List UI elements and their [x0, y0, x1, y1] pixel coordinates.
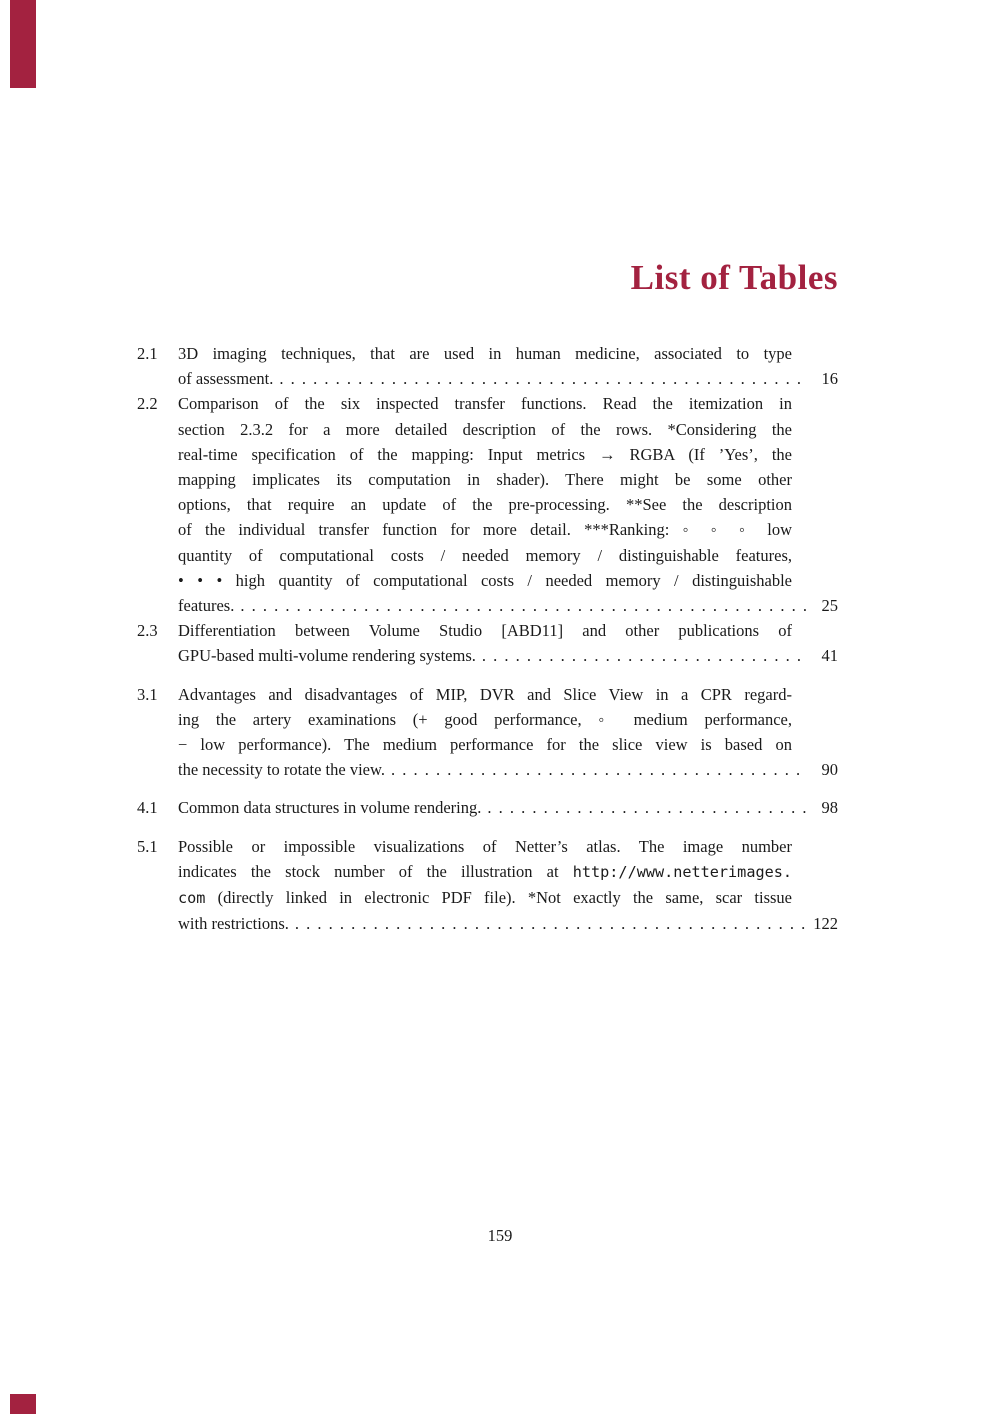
dot-leader: [487, 795, 808, 820]
entry-text-line[interactable]: Comparison of the six inspected transfer functions. Read the itemization in: [178, 394, 792, 414]
entry-text-line[interactable]: Common data structures in volume rendering.: [178, 798, 482, 818]
entry-text-line[interactable]: [178, 885, 792, 911]
entry-text-line[interactable]: of assessment.: [178, 369, 274, 389]
entry-body: [178, 618, 838, 668]
entry-text-line[interactable]: − low performance). The medium performance for the slice view is based on: [178, 735, 792, 755]
entry-text-line[interactable]: options, that require an update of the pre-processing. **See the description: [178, 495, 792, 515]
entry-last-line: [178, 911, 838, 936]
entry-page-number[interactable]: 25: [821, 596, 838, 616]
toc-entry: [137, 834, 838, 937]
list-of-tables: [137, 341, 838, 936]
entry-text-line[interactable]: with restrictions.: [178, 914, 289, 934]
entry-text-segment: indicates the stock number of the illustration at: [178, 861, 573, 881]
entry-number[interactable]: 4.1: [137, 798, 158, 818]
dot-leader: [391, 757, 808, 782]
entry-text-line[interactable]: Differentiation between Volume Studio [ABD11] and other publications of: [178, 621, 792, 641]
toc-entry: [137, 341, 838, 391]
entry-text-line[interactable]: ing the artery examinations (+ good performance, ◦ medium performance,: [178, 709, 792, 729]
entry-number[interactable]: 3.1: [137, 684, 158, 704]
dot-leader: [482, 643, 808, 668]
toc-entry: [137, 682, 838, 783]
entry-number[interactable]: 2.2: [137, 394, 158, 414]
entry-text-line[interactable]: features.: [178, 596, 235, 616]
entry-number[interactable]: 2.3: [137, 621, 158, 641]
entry-text-line[interactable]: 3D imaging techniques, that are used in human medicine, associated to type: [178, 344, 792, 363]
entry-last-line: [178, 366, 838, 391]
entry-text-line[interactable]: real-time specification of the mapping: Input metrics → RGBA (If ’Yes’, the: [178, 444, 792, 464]
page-title: List of Tables: [630, 258, 838, 297]
page-edge-marker-top: [10, 0, 36, 88]
entry-last-line: [178, 795, 838, 820]
page-footer: [0, 1226, 1000, 1246]
entry-body: [178, 795, 838, 820]
entry-text-line[interactable]: Possible or impossible visualizations of Netter’s atlas. The image number: [178, 836, 792, 856]
entry-number[interactable]: 2.1: [137, 344, 158, 363]
entry-text-line[interactable]: [178, 859, 792, 885]
entry-page-number[interactable]: 98: [821, 798, 838, 818]
entry-text-segment: (directly linked in electronic PDF file). *Not exactly the same, scar tissue: [205, 888, 792, 908]
dot-leader: [295, 911, 807, 936]
page-edge-marker-bottom: [10, 1394, 36, 1414]
entry-text-line[interactable]: section 2.3.2 for a more detailed description of the rows. *Considering the: [178, 419, 792, 439]
toc-entry: [137, 795, 838, 820]
entry-page-number[interactable]: 90: [821, 760, 838, 780]
entry-last-line: [178, 593, 838, 618]
entry-page-number[interactable]: 41: [821, 646, 838, 666]
entry-url-text[interactable]: http://www.netterimages.: [572, 862, 792, 881]
entry-number[interactable]: 5.1: [137, 836, 158, 856]
entry-text-line[interactable]: Advantages and disadvantages of MIP, DVR and Slice View in a CPR regard-: [178, 684, 792, 704]
entry-text-line[interactable]: mapping implicates its computation in shader). There might be some other: [178, 470, 792, 490]
entry-body: [178, 682, 838, 783]
entry-text-line[interactable]: the necessity to rotate the view.: [178, 760, 385, 780]
toc-entry: [137, 391, 838, 618]
dot-leader: [240, 593, 808, 618]
entry-text-line[interactable]: GPU-based multi-volume rendering systems.: [178, 646, 476, 666]
entry-last-line: [178, 643, 838, 668]
entry-text-line[interactable]: quantity of computational costs / needed memory / distinguishable features,: [178, 545, 792, 565]
footer-page-number: 159: [487, 1226, 513, 1245]
entry-body: [178, 834, 838, 937]
entry-url-text[interactable]: com: [178, 889, 206, 908]
entry-body: [178, 341, 838, 391]
entry-page-number[interactable]: 16: [821, 369, 838, 389]
entry-text-line[interactable]: of the individual transfer function for more detail. ***Ranking: ◦ ◦ ◦ low: [178, 520, 792, 540]
entry-body: [178, 391, 838, 618]
heading-wrap: [137, 256, 838, 300]
toc-entry: [137, 618, 838, 668]
entry-page-number[interactable]: 122: [813, 914, 838, 934]
entry-last-line: [178, 757, 838, 782]
entry-text-line[interactable]: • • • high quantity of computational costs / needed memory / distinguishable: [178, 570, 792, 590]
dot-leader: [279, 366, 808, 391]
